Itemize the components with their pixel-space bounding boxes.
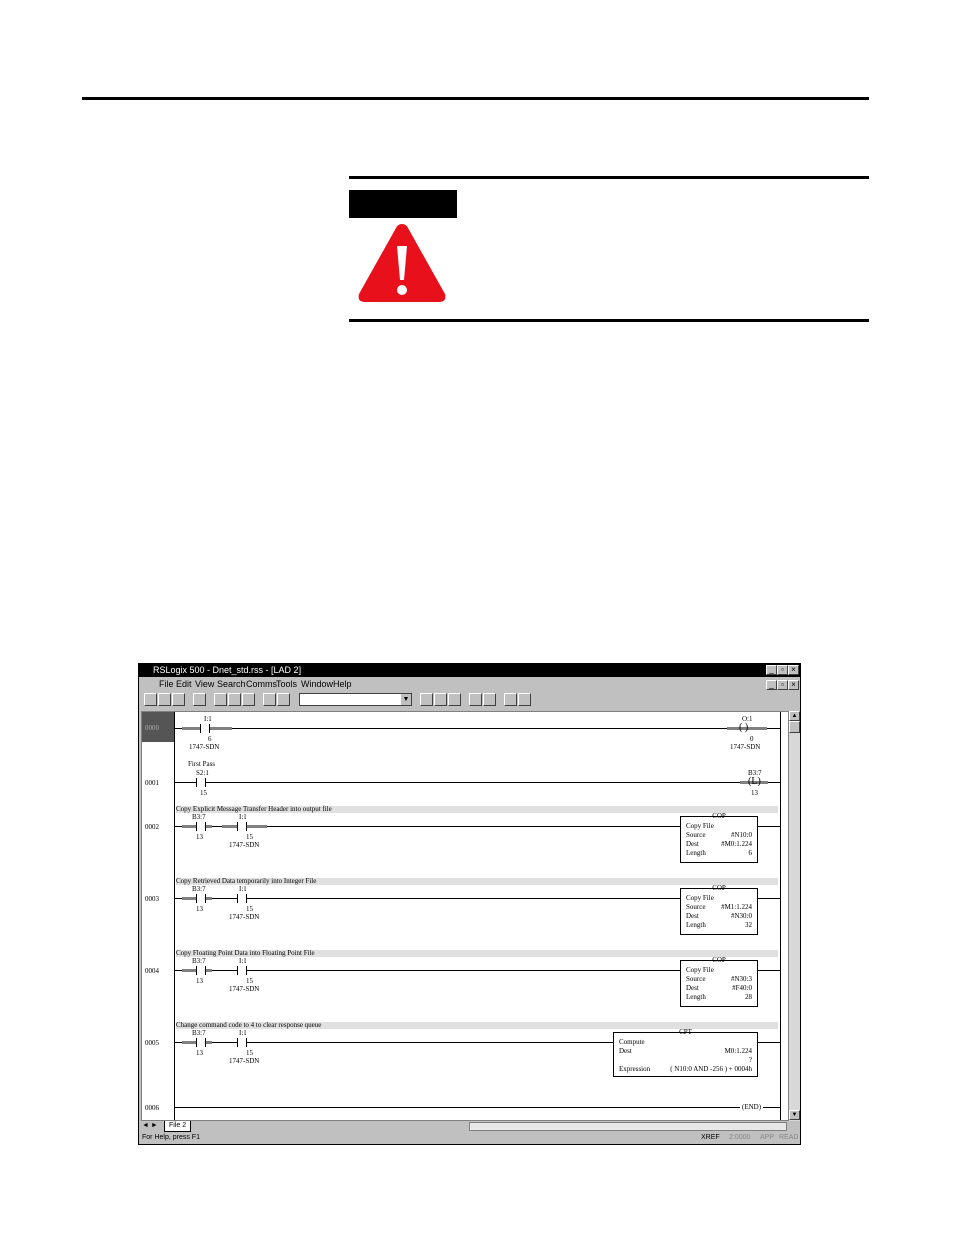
window-title: RSLogix 500 - Dnet_std.rss - [LAD 2] xyxy=(153,665,302,675)
contact-bit: 15 xyxy=(246,833,253,841)
open-file-icon[interactable] xyxy=(158,693,171,706)
scroll-up-icon[interactable]: ▲ xyxy=(789,711,800,721)
menu-file[interactable]: File xyxy=(159,679,174,689)
block-param-value: M0:1.224 xyxy=(724,1047,752,1055)
block-param-label: Length xyxy=(686,921,706,929)
contact-bit: 13 xyxy=(196,905,203,913)
scroll-thumb[interactable] xyxy=(789,721,800,733)
status-indicator: 2:0000 xyxy=(729,1134,751,1141)
contact-bit: 15 xyxy=(246,977,253,985)
contact-bit: 15 xyxy=(246,905,253,913)
child-restore-button[interactable]: ▫ xyxy=(777,680,788,690)
xic-contact[interactable] xyxy=(200,724,210,733)
rung-number: 0002 xyxy=(145,823,159,831)
contact-address: B3:7 xyxy=(192,885,206,893)
block-title: Copy File xyxy=(686,966,714,974)
block-param-value: #N30:0 xyxy=(731,912,752,920)
output-address: B3:7 xyxy=(748,769,762,777)
rung-number: 0001 xyxy=(145,779,159,787)
block-param-value: #N10:0 xyxy=(731,831,752,839)
block-param-label: Length xyxy=(686,849,706,857)
block-name: CPT xyxy=(679,1028,692,1036)
warning-triangle-icon xyxy=(357,222,447,304)
contact-bit: 13 xyxy=(196,833,203,841)
rung-line xyxy=(175,782,780,783)
block-name: COP xyxy=(712,884,726,892)
rung-comment: Copy Explicit Message Transfer Header into output file xyxy=(176,806,778,813)
rung-number: 0005 xyxy=(145,1039,159,1047)
block-param-value: #M0:1.224 xyxy=(721,840,752,848)
rung-line xyxy=(175,728,780,729)
cop-block[interactable] xyxy=(680,812,758,863)
block-title: Copy File xyxy=(686,822,714,830)
tab-nav-icon[interactable]: ◄ ► xyxy=(142,1122,158,1129)
warning-bottom-rule xyxy=(349,319,869,322)
menu-comms[interactable]: Comms xyxy=(246,679,277,689)
output-label: 1747-SDN xyxy=(730,743,761,751)
block-param-label: Dest xyxy=(686,840,699,848)
warning-label xyxy=(349,190,457,218)
rung-number: 0000 xyxy=(145,724,159,732)
block-param-value: 6 xyxy=(748,849,752,857)
cop-block[interactable] xyxy=(680,884,758,935)
status-indicator: XREF xyxy=(701,1134,720,1141)
chevron-down-icon[interactable]: ▼ xyxy=(402,696,410,703)
output-coil[interactable]: ( ) xyxy=(739,722,749,733)
status-indicator: APP xyxy=(760,1134,775,1141)
scroll-down-icon[interactable]: ▼ xyxy=(789,1110,800,1120)
contact-label: 1747-SDN xyxy=(229,1057,260,1065)
output-bit: 13 xyxy=(751,789,758,797)
menu-help[interactable]: Help xyxy=(333,679,352,689)
block-param-label: Expression xyxy=(619,1065,651,1073)
zoom-in-icon[interactable] xyxy=(504,693,517,706)
verify-file-icon[interactable] xyxy=(434,693,447,706)
contact-bit: 6 xyxy=(208,735,212,743)
contact-address: I:1 xyxy=(239,1029,247,1037)
output-bit: 0 xyxy=(750,735,754,743)
menu-view[interactable]: View xyxy=(195,679,215,689)
rung-comment: Change command code to 4 to clear response queue xyxy=(176,1022,778,1029)
xic-contact[interactable] xyxy=(237,822,247,831)
print-icon[interactable] xyxy=(193,693,206,706)
end-label: END xyxy=(744,1103,759,1111)
xic-contact[interactable] xyxy=(196,894,206,903)
menu-search[interactable]: Search xyxy=(217,679,246,689)
tab-file-2[interactable]: File 2 xyxy=(164,1121,191,1132)
new-file-icon[interactable] xyxy=(144,693,157,706)
xic-contact[interactable] xyxy=(196,822,206,831)
block-param-value: #M1:1.224 xyxy=(721,903,752,911)
tab-bar xyxy=(139,1121,800,1133)
status-text: For Help, press F1 xyxy=(142,1134,200,1141)
block-param-label: Source xyxy=(686,831,706,839)
block-param-label: Dest xyxy=(686,912,699,920)
rung-number: 0003 xyxy=(145,895,159,903)
properties-icon[interactable] xyxy=(469,693,482,706)
header-rule xyxy=(82,97,869,100)
xic-contact[interactable] xyxy=(237,1038,247,1047)
rslogix-window xyxy=(138,663,801,1145)
menu-bar xyxy=(139,678,800,691)
xic-contact[interactable] xyxy=(196,966,206,975)
block-param-value: ( N10:0 AND -256 ) + 0004h xyxy=(670,1065,752,1073)
block-name: COP xyxy=(712,956,726,964)
block-title: Copy File xyxy=(686,894,714,902)
contact-bit: 13 xyxy=(196,977,203,985)
rung-number: 0006 xyxy=(145,1104,159,1112)
block-param-label: Dest xyxy=(686,984,699,992)
child-close-button[interactable]: × xyxy=(788,680,799,690)
block-param-value: #N30:3 xyxy=(731,975,752,983)
block-param-label: Length xyxy=(686,993,706,1001)
menu-tools[interactable]: Tools xyxy=(276,679,298,689)
xic-contact[interactable] xyxy=(237,966,247,975)
save-icon[interactable] xyxy=(172,693,185,706)
block-param-value: 28 xyxy=(745,993,752,1001)
contact-label: First Pass xyxy=(188,760,216,768)
status-bar xyxy=(139,1133,800,1144)
contact-label: 1747-SDN xyxy=(229,985,260,993)
contact-label: 1747-SDN xyxy=(229,913,260,921)
search-combo[interactable] xyxy=(299,693,412,706)
contact-address: I:1 xyxy=(239,957,247,965)
block-param-label: Source xyxy=(686,903,706,911)
menu-edit[interactable]: Edit xyxy=(176,679,192,689)
rung-line xyxy=(175,1107,780,1108)
block-param-label: Source xyxy=(686,975,706,983)
end-instruction: (END) xyxy=(742,1103,762,1111)
close-button[interactable]: × xyxy=(788,665,799,675)
contact-label: 1747-SDN xyxy=(229,841,260,849)
redo-icon[interactable] xyxy=(277,693,290,706)
output-address: O:1 xyxy=(742,715,753,723)
verify-project-icon[interactable] xyxy=(448,693,461,706)
warning-top-rule xyxy=(349,176,869,179)
minimize-button[interactable]: _ xyxy=(766,665,777,675)
block-title: Compute xyxy=(619,1038,645,1046)
contact-address: I:1 xyxy=(239,885,247,893)
right-power-rail xyxy=(780,712,781,1121)
ladder-view[interactable] xyxy=(141,711,789,1121)
left-power-rail xyxy=(174,712,175,1121)
paste-icon[interactable] xyxy=(242,693,255,706)
block-param-value: #F40:0 xyxy=(732,984,752,992)
rung-comment: Copy Retrieved Data temporarily into Integer File xyxy=(176,878,778,885)
output-coil[interactable]: (L) xyxy=(748,776,761,787)
contact-bit: 15 xyxy=(200,789,207,797)
cut-icon[interactable] xyxy=(214,693,227,706)
block-name: COP xyxy=(712,812,726,820)
contact-address: S2:1 xyxy=(196,769,209,777)
block-param-value: ? xyxy=(748,1056,752,1064)
edit-icon[interactable] xyxy=(483,693,496,706)
contact-label: 1747-SDN xyxy=(189,743,220,751)
verify-icon[interactable] xyxy=(420,693,433,706)
contact-address: I:1 xyxy=(204,715,212,723)
contact-address: B3:7 xyxy=(192,957,206,965)
rung-comment: Copy Floating Point Data into Floating Point File xyxy=(176,950,778,957)
undo-icon[interactable] xyxy=(263,693,276,706)
contact-address: B3:7 xyxy=(192,1029,206,1037)
copy-icon[interactable] xyxy=(228,693,241,706)
contact-bit: 13 xyxy=(196,1049,203,1057)
cop-block[interactable] xyxy=(680,956,758,1007)
toolbar xyxy=(139,692,800,708)
maximize-button[interactable]: ▫ xyxy=(777,665,788,675)
vertical-scrollbar[interactable] xyxy=(789,711,800,1121)
xic-contact[interactable] xyxy=(237,894,247,903)
contact-bit: 15 xyxy=(246,1049,253,1057)
child-minimize-button[interactable]: _ xyxy=(766,680,777,690)
zoom-out-icon[interactable] xyxy=(518,693,531,706)
rung-number: 0004 xyxy=(145,967,159,975)
menu-window[interactable]: Window xyxy=(301,679,334,689)
horizontal-scrollbar[interactable] xyxy=(469,1122,787,1131)
block-param-label: Dest xyxy=(619,1047,632,1055)
contact-address: I:1 xyxy=(239,813,247,821)
status-indicator: READ xyxy=(779,1134,799,1141)
cpt-block[interactable] xyxy=(613,1028,758,1077)
contact-address: B3:7 xyxy=(192,813,206,821)
xic-contact[interactable] xyxy=(196,1038,206,1047)
title-bar xyxy=(139,664,800,677)
xic-contact[interactable] xyxy=(196,778,206,787)
block-param-value: 32 xyxy=(745,921,752,929)
